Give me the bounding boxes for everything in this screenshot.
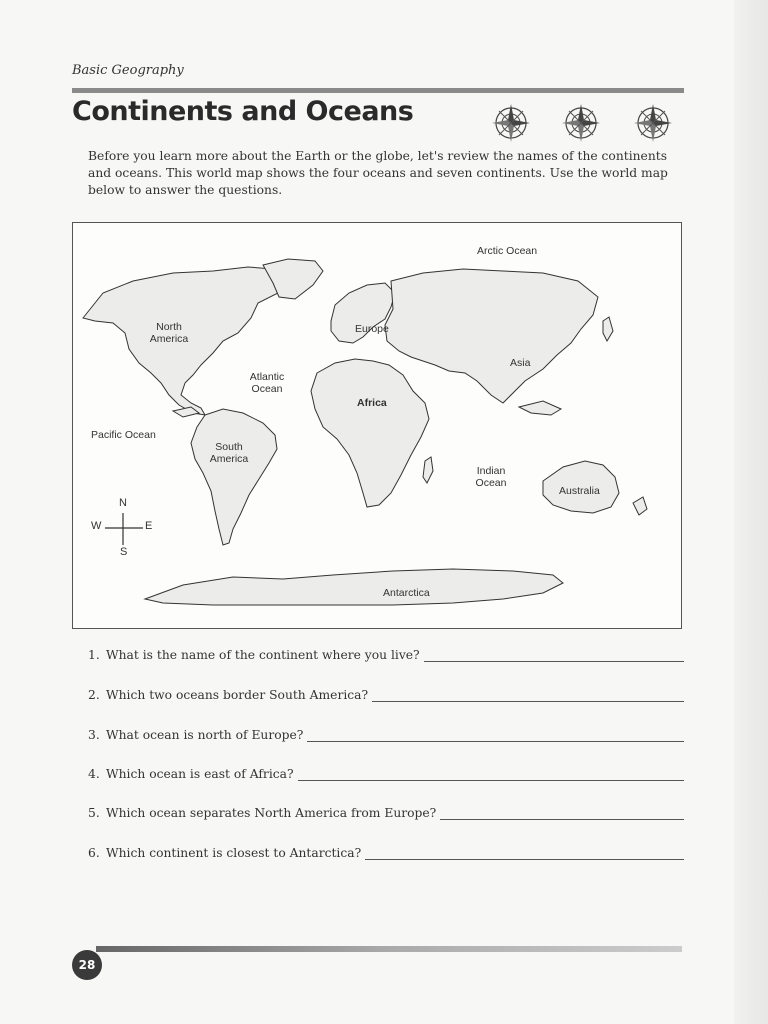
compass-north: N — [119, 497, 127, 509]
label-australia: Australia — [559, 485, 600, 497]
compass-decorations — [490, 102, 690, 144]
asia-shape — [385, 269, 598, 403]
label-pacific-ocean: Pacific Ocean — [91, 429, 156, 441]
question-4 — [88, 767, 684, 781]
south-america-shape — [191, 409, 277, 545]
question-number: 3. — [88, 728, 100, 742]
page-number: 28 — [72, 950, 102, 980]
answer-line[interactable] — [424, 649, 684, 662]
question-number: 6. — [88, 846, 100, 860]
compass-east: E — [145, 520, 153, 532]
label-north-america: North America — [149, 321, 189, 345]
answer-line[interactable] — [298, 768, 684, 781]
intro-paragraph: Before you learn more about the Earth or the globe, let's review the names of the continents and oceans. This world map shows the four oceans and seven continents. Use the world map below to answer the questions. — [88, 149, 668, 197]
answer-line[interactable] — [307, 729, 684, 742]
question-text: Which two oceans border South America? — [106, 688, 369, 702]
footer-rule — [96, 946, 682, 952]
compass-rose-icon — [560, 102, 602, 144]
question-text: What is the name of the continent where you live? — [106, 648, 420, 662]
question-2 — [88, 688, 684, 702]
question-5 — [88, 806, 684, 820]
world-map — [72, 222, 682, 629]
question-text: Which ocean is east of Africa? — [106, 767, 294, 781]
label-asia: Asia — [510, 357, 531, 369]
question-number: 4. — [88, 767, 100, 781]
compass-rose-icon — [632, 102, 674, 144]
question-text: What ocean is north of Europe? — [106, 728, 304, 742]
antarctica-shape — [145, 569, 563, 605]
question-text: Which ocean separates North America from Europe? — [106, 806, 437, 820]
page-edge-shadow — [734, 0, 768, 1024]
label-europe: Europe — [355, 323, 389, 335]
compass-south: S — [120, 546, 128, 558]
compass-west: W — [91, 520, 102, 532]
section-heading: Basic Geography — [72, 63, 184, 78]
question-3 — [88, 728, 684, 742]
title-rule — [72, 88, 684, 93]
world-map-graphic — [73, 223, 681, 628]
label-antarctica: Antarctica — [383, 587, 430, 599]
africa-shape — [311, 359, 429, 507]
madagascar-shape — [423, 457, 433, 483]
compass-rose-icon — [490, 102, 532, 144]
label-atlantic-ocean: Atlantic Ocean — [249, 371, 285, 395]
question-text: Which continent is closest to Antarctica? — [106, 846, 362, 860]
question-number: 2. — [88, 688, 100, 702]
answer-line[interactable] — [365, 847, 684, 860]
label-arctic-ocean: Arctic Ocean — [477, 245, 538, 257]
label-africa: Africa — [357, 397, 387, 409]
question-number: 1. — [88, 648, 100, 662]
page-title: Continents and Oceans — [72, 96, 414, 127]
label-south-america: South America — [209, 441, 249, 465]
question-number: 5. — [88, 806, 100, 820]
answer-line[interactable] — [440, 807, 684, 820]
answer-line[interactable] — [372, 689, 684, 702]
question-6 — [88, 846, 684, 860]
question-1 — [88, 648, 684, 662]
label-indian-ocean: Indian Ocean — [475, 465, 507, 489]
